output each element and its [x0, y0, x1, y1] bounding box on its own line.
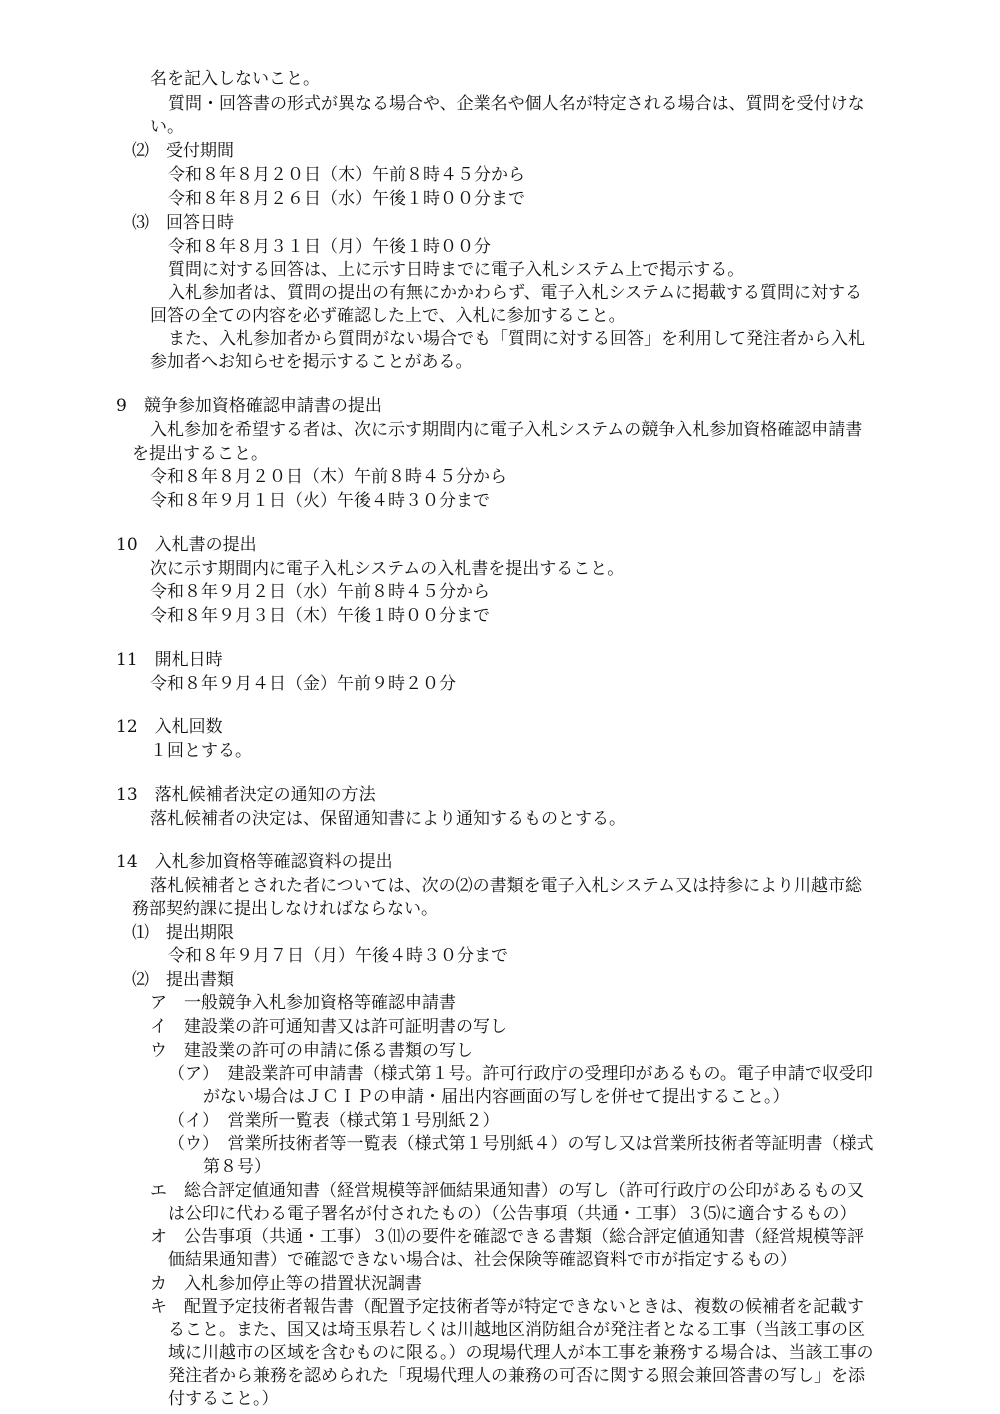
sub-list-item: （イ） 営業所一覧表（様式第１号別紙２）: [168, 1111, 500, 1131]
section-heading: ⑵ 受付期間: [132, 141, 234, 161]
list-item: オ 公告事項（共通・工事）３⑾の要件を確認できる書類（総合評定値通知書（経営規模等評: [150, 1227, 864, 1247]
text-line: 落札候補者の決定は、保留通知書により通知するものとする。: [150, 809, 626, 829]
list-item: ア 一般競争入札参加資格等確認申請書: [150, 993, 456, 1013]
list-item: エ 総合評定値通知書（経営規模等評価結果通知書）の写し（許可行政庁の公印があるもの又: [150, 1181, 864, 1201]
text-line: 入札参加者は、質問の提出の有無にかかわらず、電子入札システムに掲載する質問に対する: [168, 283, 862, 303]
text-line: 域に川越市の区域を含むものに限る。）の現場代理人が本工事を兼務する場合は、当該工事の: [168, 1343, 874, 1363]
text-line: 第８号）: [203, 1157, 271, 1177]
text-line: 参加者へお知らせを掲示することがある。: [150, 352, 473, 372]
section-heading: ⑶ 回答日時: [132, 213, 234, 233]
section-heading: 11 開札日時: [116, 650, 223, 670]
text-line: 令和８年９月７日（月）午後４時３０分まで: [168, 946, 508, 966]
section-heading: 14 入札参加資格等確認資料の提出: [116, 852, 393, 872]
text-line: 落札候補者とされた者については、次の⑵の書類を電子入札システム又は持参により川越市総: [150, 876, 862, 896]
text-line: 令和８年９月１日（火）午後４時３０分まで: [150, 491, 490, 511]
text-line: １回とする。: [150, 741, 252, 761]
text-line: い。: [150, 117, 184, 137]
text-line: 価結果通知書）で確認できない場合は、社会保険等確認資料で市が指定するもの）: [168, 1250, 797, 1270]
text-line: 発注者から兼務を認められた「現場代理人の兼務の可否に関する照会兼回答書の写し」を添: [168, 1366, 865, 1386]
text-line: 付すること。）: [168, 1389, 279, 1409]
section-heading: 10 入札書の提出: [116, 535, 257, 555]
text-line: がない場合はＪＣＩＰの申請・届出内容画面の写しを併せて提出すること。）: [203, 1087, 790, 1107]
text-line: 令和８年８月２０日（木）午前８時４５分から: [150, 467, 507, 487]
text-line: 令和８年８月３１日（月）午後１時００分: [168, 237, 491, 257]
list-item: イ 建設業の許可通知書又は許可証明書の写し: [150, 1017, 507, 1037]
section-heading: ⑵ 提出書類: [132, 970, 234, 990]
text-line: ること。また、国又は埼玉県若しくは川越地区消防組合が発注者となる工事（当該工事の区: [168, 1320, 865, 1340]
list-item: ウ 建設業の許可の申請に係る書類の写し: [150, 1041, 473, 1061]
text-line: 令和８年９月４日（金）午前９時２０分: [150, 674, 456, 694]
text-line: 名を記入しないこと。: [150, 69, 320, 89]
text-line: を提出すること。: [132, 444, 268, 464]
sub-list-item: （ア） 建設業許可申請書（様式第１号。許可行政庁の受理印があるもの。電子申請で収受印: [168, 1064, 873, 1084]
text-line: 務部契約課に提出しなければならない。: [132, 899, 438, 919]
list-item: キ 配置予定技術者報告書（配置予定技術者等が特定できないときは、複数の候補者を記載す: [150, 1297, 864, 1317]
sub-list-item: （ウ） 営業所技術者等一覧表（様式第１号別紙４）の写し又は営業所技術者等証明書（様式: [168, 1134, 874, 1154]
section-heading: 9 競争参加資格確認申請書の提出: [116, 396, 382, 416]
list-item: カ 入札参加停止等の措置状況調書: [150, 1274, 422, 1294]
text-line: 質問に対する回答は、上に示す日時までに電子入札システム上で掲示する。: [168, 260, 745, 280]
text-line: 次に示す期間内に電子入札システムの入札書を提出すること。: [150, 559, 625, 579]
text-line: 令和８年９月２日（水）午前８時４５分から: [150, 582, 490, 602]
text-line: 回答の全ての内容を必ず確認した上で、入札に参加すること。: [150, 306, 626, 326]
text-line: 令和８年８月２０日（木）午前８時４５分から: [168, 165, 525, 185]
text-line: 令和８年８月２６日（水）午後１時００分まで: [168, 189, 525, 209]
section-heading: 13 落札候補者決定の通知の方法: [116, 785, 376, 805]
text-line: 入札参加を希望する者は、次に示す期間内に電子入札システムの競争入札参加資格確認申請書: [150, 420, 863, 440]
section-heading: ⑴ 提出期限: [132, 923, 234, 943]
section-heading: 12 入札回数: [116, 717, 223, 737]
text-line: 令和８年９月３日（木）午後１時００分まで: [150, 606, 490, 626]
text-line: 質問・回答書の形式が異なる場合や、企業名や個人名が特定される場合は、質問を受付けな: [168, 94, 865, 114]
text-line: また、入札参加者から質問がない場合でも「質問に対する回答」を利用して発注者から入札: [168, 329, 865, 349]
text-line: は公印に代わる電子署名が付されたもの）（公告事項（共通・工事）３⑸に適合するもの）: [168, 1204, 857, 1224]
